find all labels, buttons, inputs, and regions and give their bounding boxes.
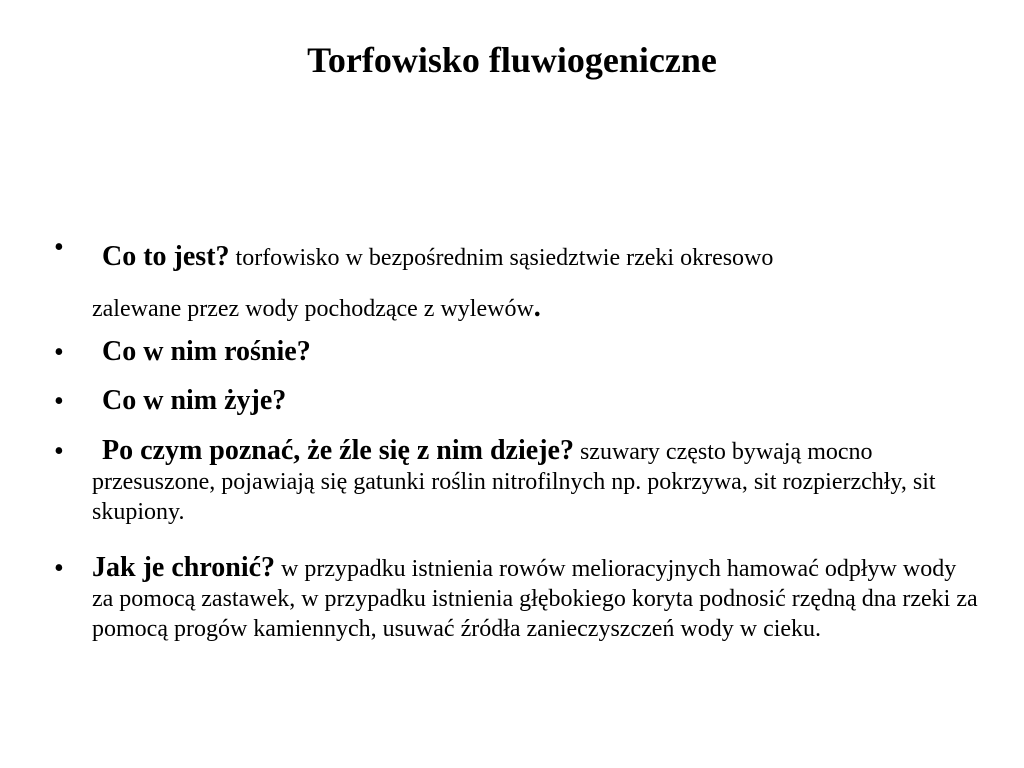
list-item-warning-signs	[92, 436, 972, 527]
slide-title: Torfowisko fluwiogeniczne	[307, 40, 717, 80]
question-label: Jak je chronić?	[92, 552, 276, 583]
answer-text-continued: zalewane przez wody pochodzące z wylewów	[92, 296, 534, 322]
list-item-what-grows	[92, 337, 992, 368]
bullet-marker: •	[54, 436, 64, 467]
answer-terminal: .	[533, 292, 541, 323]
answer-text: torfowisko w bezpośrednim sąsiedztwie rzeki okresowo	[235, 245, 774, 271]
list-item-what-is-it	[92, 232, 992, 334]
list-item-how-to-protect	[92, 553, 982, 644]
bullet-marker: •	[54, 553, 64, 584]
bullet-marker: •	[54, 386, 64, 417]
bullet-marker: •	[54, 232, 64, 263]
question-label: Co to jest?	[102, 241, 230, 272]
answer-text: w przypadku istnienia rowów melioracyjnych hamować odpływ wody za pomocą zastawek, w przypadku istnienia głębokiego koryta podnosić rzędną dna rzeki za pomocą progów kamiennych, usuwać źródła zanieczyszczeń wody w cieku.	[92, 556, 978, 642]
bullet-marker: •	[54, 337, 64, 368]
answer-text: szuwary często bywają mocno przesuszone, pojawiają się gatunki roślin nitrofilnych np. pokrzywa, sit rozpierzchły, sit skupiony.	[92, 439, 936, 525]
list-item-what-lives	[92, 386, 992, 417]
question-label: Co w nim żyje?	[102, 385, 287, 416]
question-label: Co w nim rośnie?	[102, 336, 311, 367]
question-label: Po czym poznać, że źle się z nim dzieje?	[102, 435, 574, 466]
